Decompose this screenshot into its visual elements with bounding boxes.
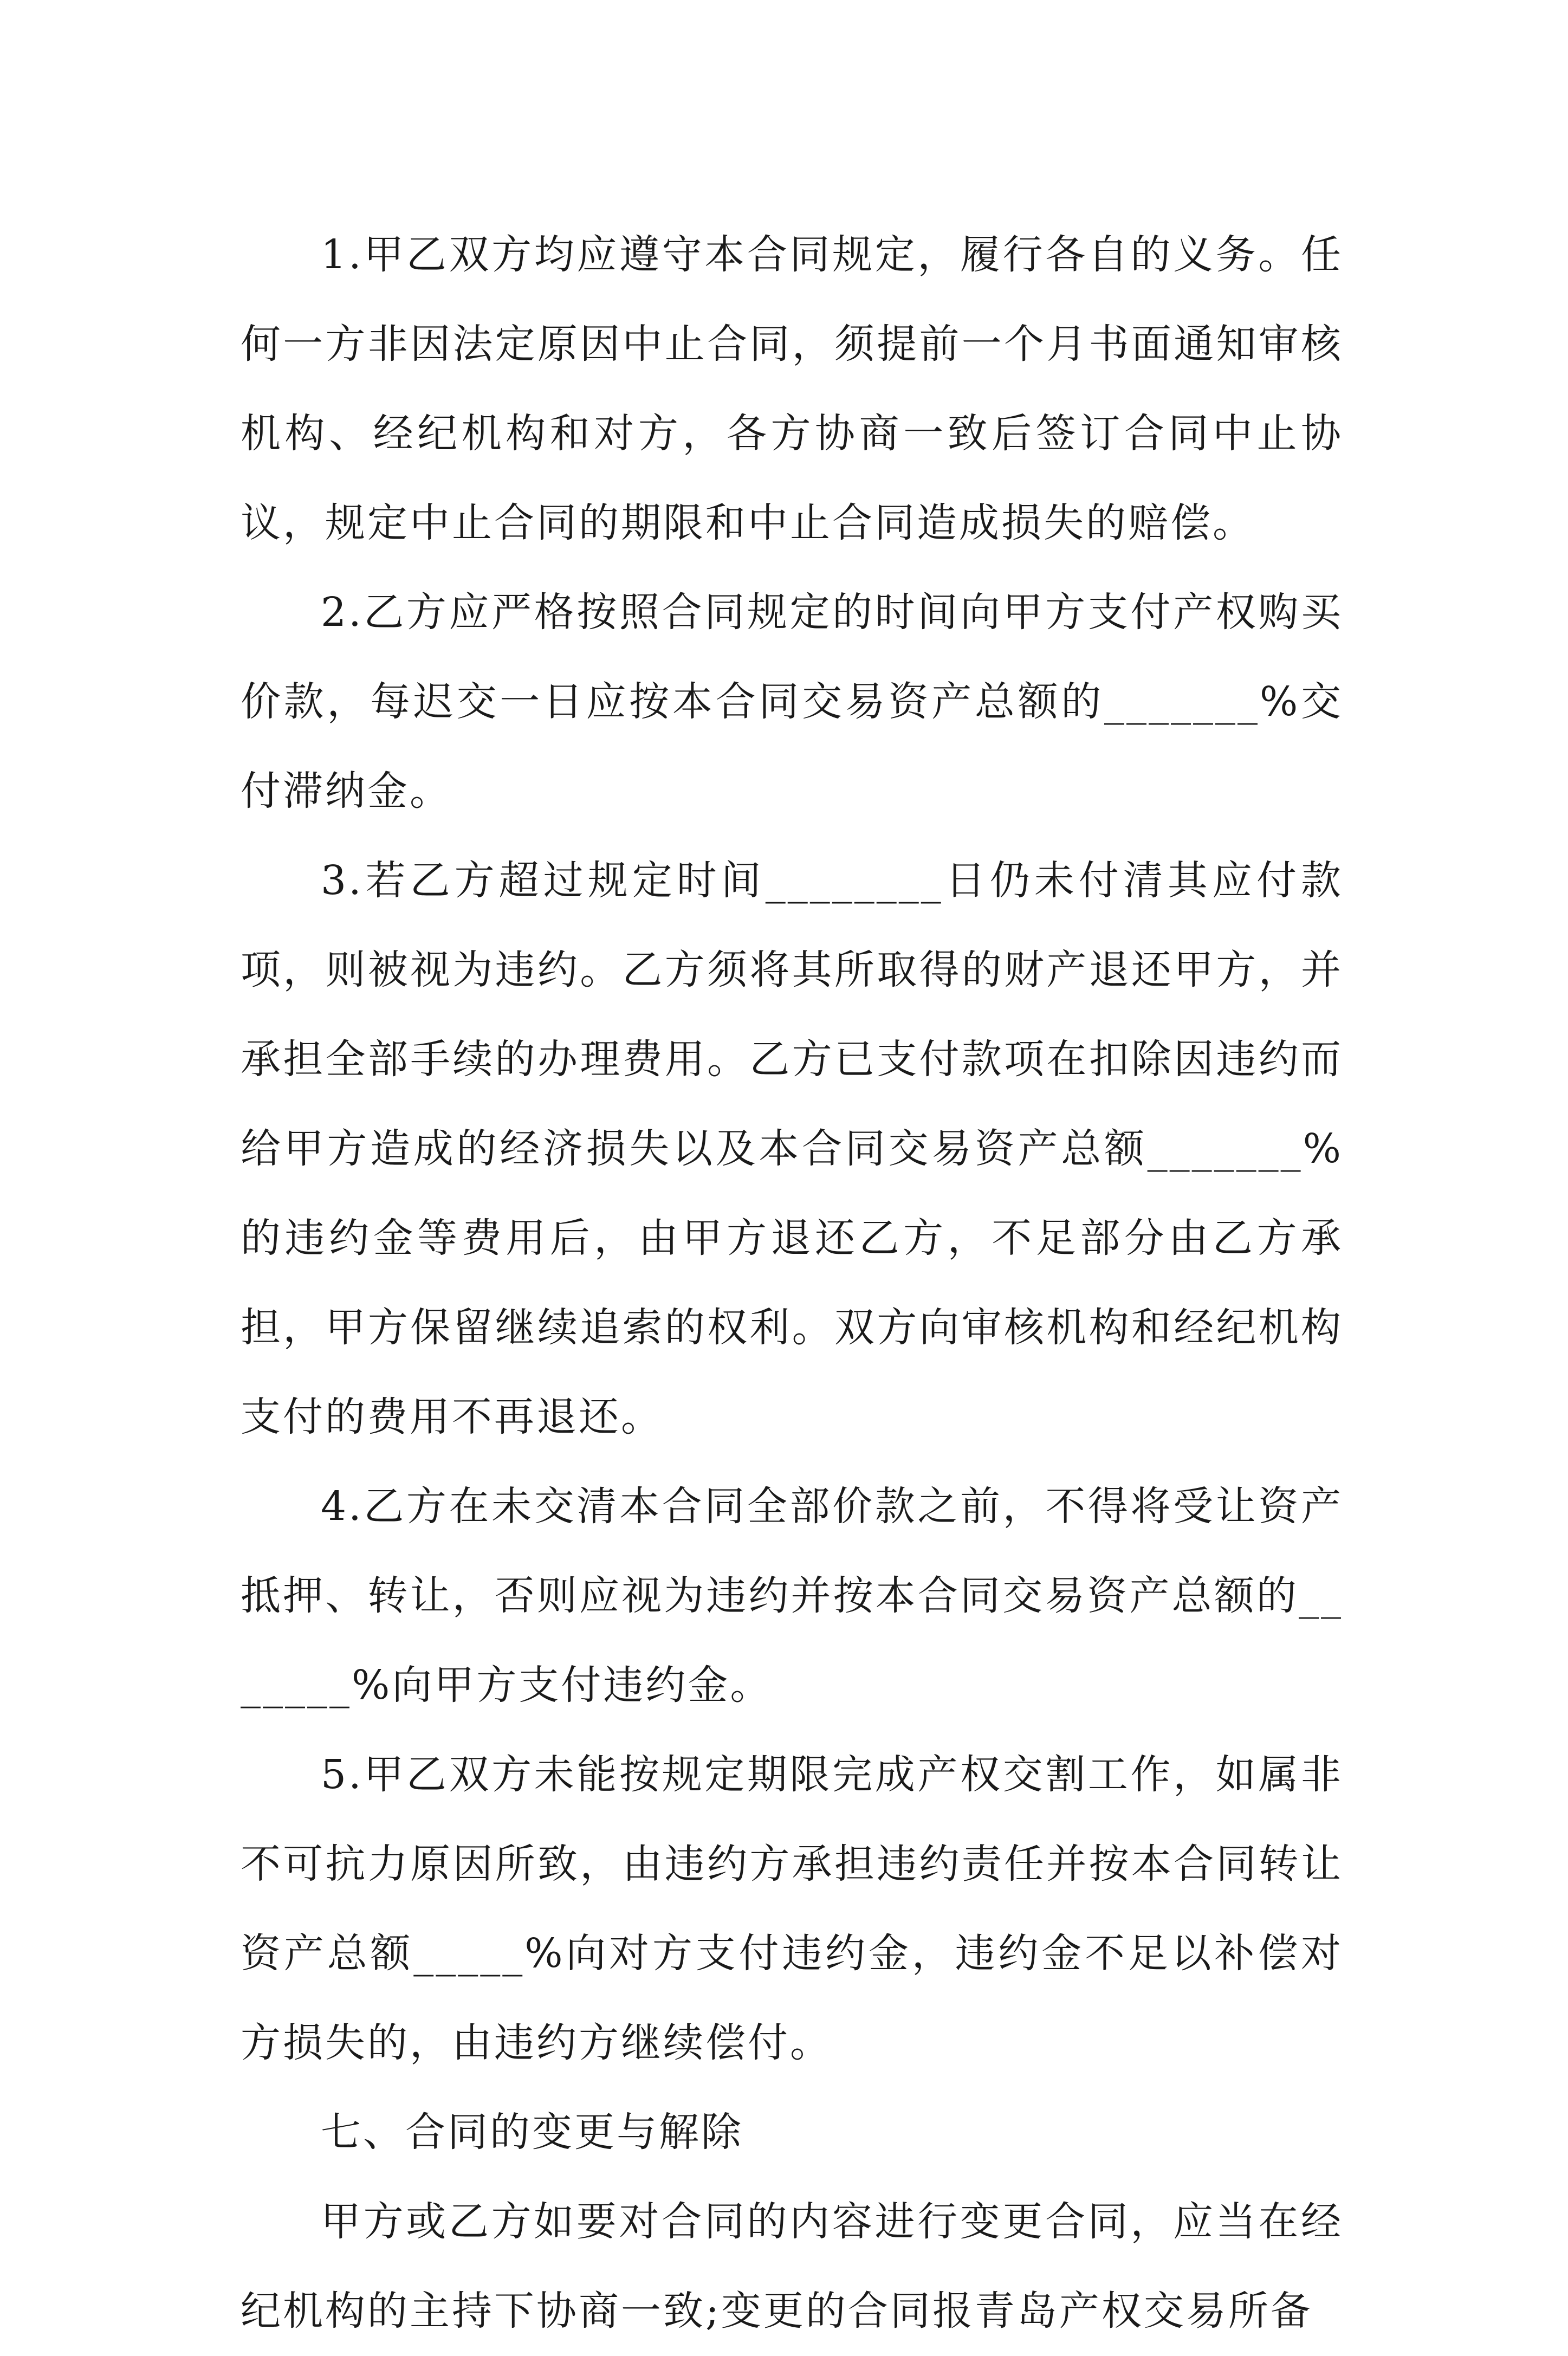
- clause-1: 1.甲乙双方均应遵守本合同规定，履行各自的义务。任何一方非因法定原因中止合同，须提前一个月书面通知审核机构、经纪机构和对方，各方协商一致后签订合同中止协议，规定中止合同的期限和中止合同造成损失的赔偿。: [241, 231, 1343, 546]
- clause-5: 5.甲乙双方未能按规定期限完成产权交割工作，如属非不可抗力原因所致，由违约方承担违约责任并按本合同转让资产总额_____%向对方支付违约金，违约金不足以补偿对方损失的，由违约方继续偿付。: [241, 1751, 1343, 2066]
- clause-4: 4.乙方在未交清本合同全部价款之前，不得将受让资产抵押、转让，否则应视为违约并按本合同交易资产总额的_______%向甲方支付违约金。: [241, 1483, 1343, 1708]
- closing-paragraph: 甲方或乙方如要对合同的内容进行变更合同，应当在经纪机构的主持下协商一致;变更的合同报青岛产权交易所备: [241, 2198, 1343, 2334]
- document-body: [241, 210, 1343, 2356]
- clause-2: 2.乙方应严格按照合同规定的时间向甲方支付产权购买价款，每迟交一日应按本合同交易资产总额的_______%交付滞纳金。: [241, 589, 1343, 814]
- clause-3: 3.若乙方超过规定时间________日仍未付清其应付款项，则被视为违约。乙方须将其所取得的财产退还甲方，并承担全部手续的办理费用。乙方已支付款项在扣除因违约而给甲方造成的经济损失以及本合同交易资产总额_______%的违约金等费用后，由甲方退还乙方，不足部分由乙方承担，甲方保留继续追索的权利。双方向审核机构和经纪机构支付的费用不再退还。: [241, 857, 1343, 1440]
- section-heading: 七、合同的变更与解除: [321, 2109, 743, 2156]
